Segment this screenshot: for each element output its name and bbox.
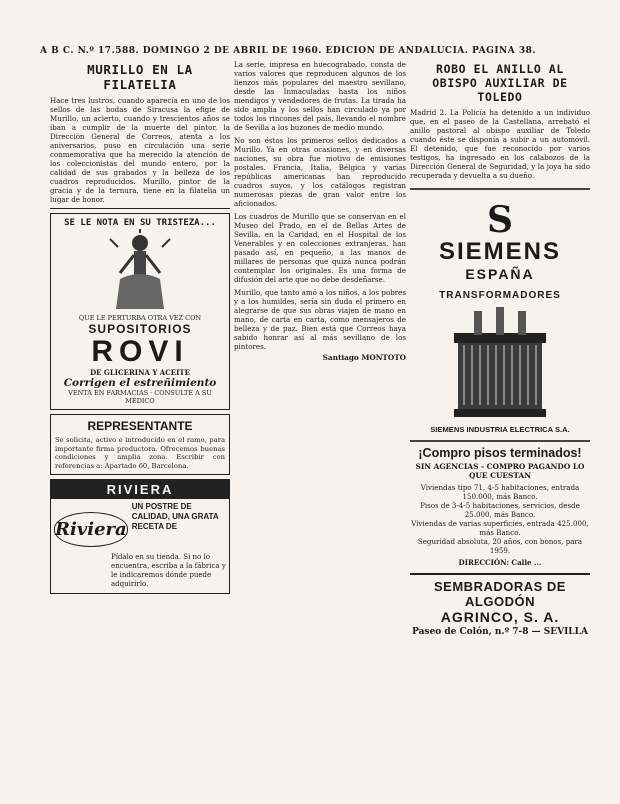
masthead: A B C. N.º 17.588. DOMINGO 2 DE ABRIL DE 1960. EDICION DE ANDALUCIA. PAGINA 38. [40, 46, 537, 56]
riviera-band: RIVIERA [51, 480, 229, 499]
transformer-icon [440, 305, 560, 421]
riviera-note: Pídalo en su tienda. Si no lo encuentra, escriba a la fábrica y le indicaremos dónde puede adquirirlo. [111, 553, 226, 589]
compro-line: Pisos de 3-4-5 habitaciones, servicios, desde 25.000, más Banco. [420, 501, 580, 519]
ad-representante [50, 414, 230, 475]
rovi-slogan: Corrigen el estreñimiento [63, 377, 217, 389]
compro-line: Seguridad absoluta, 20 años, con bonos, para 1959. [417, 537, 583, 555]
representante-title: REPRESENTANTE [87, 419, 193, 433]
article-murillo-title: MURILLO EN LA FILATELIA [87, 62, 193, 92]
riviera-logo: Riviera [54, 512, 128, 547]
siemens-product: TRANSFORMADORES [439, 290, 561, 301]
article-robo-title: ROBO EL ANILLO AL OBISPO AUXILIAR DE TOLEDO [432, 62, 568, 104]
column-left [50, 60, 230, 800]
article-murillo-p5: Murillo, que tanto amó a los niños, a los pobres y a los humildes, sería sin duda el primero en alegrarse de que sus obras viajen de mano en mano, de carta en carta, como mensajeros de belleza y de paz. Bien está que Correos haya sabido honrar así al más sevillano de los pintores. [234, 288, 406, 351]
riviera-tagline: UN POSTRE DE CALIDAD, UNA GRATA RECETA DE [131, 502, 219, 532]
ad-compro [410, 446, 590, 567]
rovi-footer: VENTA EN FARMACIAS · CONSULTE A SU MÉDICO [68, 389, 212, 405]
ad-rovi [50, 213, 230, 410]
compro-line: Viviendas de varias superficies, entrada 425.000, más Banco. [411, 519, 589, 537]
article-murillo-p4: Los cuadros de Murillo que se conservan en el Museo del Prado, en el de Bellas Artes de Sevilla, en la Caridad, en el Hospital de los Venerables y en colecciones extranjeras, han pasado así, en pequeño, a las manos de millares de personas que quizá nunca podrán contemplar los originales. Es una forma de difusión del arte que no debe desdeñarse. [234, 212, 406, 284]
article-murillo-signature: Santiago MONTOTO [322, 353, 406, 362]
article-murillo-p2: La serie, impresa en huecograbado, consta de varios valores que reproducen algunos de los lienzos más populares del maestro sevillano, desde las Inmaculadas hasta los niños mendigos y vendedores de frutas. La tirada ha sido amplia y los sellos han circulado ya por todos los rincones del país, llevando el nombre de Sevilla a los buzones de medio mundo. [234, 60, 406, 132]
column-right [410, 60, 590, 800]
rovi-headline: SE LE NOTA EN SU TRISTEZA... [64, 218, 216, 228]
rovi-small-text: QUE LE PERTURBA OTRA VEZ CON [78, 314, 202, 322]
representante-body: Se solicita, activo e introducido en el ramo, para importante firma productora. Ofrecemos buenas condiciones y amplia zona. Escribir con referencias a: Apartado 60, Barcelona. [55, 436, 225, 470]
siemens-country: ESPAÑA [465, 266, 535, 282]
compro-subtitle: SIN AGENCIAS - COMPRO PAGANDO LO QUE CUESTAN [415, 462, 585, 480]
sad-figure-icon [90, 229, 190, 313]
siemens-logo-icon: S [487, 199, 513, 241]
compro-contact: DIRECCIÓN: Calle ... [458, 558, 542, 567]
rovi-brand: ROVI [91, 335, 189, 368]
ad-siemens [410, 188, 590, 442]
sembradoras-line-1: SEMBRADORAS DE ALGODÓN [434, 579, 566, 609]
riviera-content [51, 499, 229, 550]
article-murillo-p1: Hace tres lustros, cuando aparecía en uno de los sellos de las bodas de Siracusa la efigie de Murillo, un acierto, cuando y trescientos años se iban a cumplir de la muerte del pintor, la Dirección General de Correos, atenta a los aniversarios, puso en circulación una serie conmemorativa que ha merecido la atención de los coleccionistas del mundo entero, por la calidad de sus grabados y la belleza de los cuadros reproducidos. Murillo, pintor de la gracia y de la ternura, tiene en la filatelia un lugar de honor. [50, 96, 230, 204]
sembradoras-address: Paseo de Colón, n.º 7-8 — SEVILLA [412, 627, 588, 637]
rovi-ingredients: DE GLICERINA Y ACEITE [90, 368, 190, 377]
article-murillo-p3: No son éstos los primeros sellos dedicados a Murillo. Ya en otras ocasiones, y en diversas naciones, su obra fue motivo de emisiones postales. Francia, Italia, Bélgica y varias repúblicas americanas han reproducido cuadros suyos, y los catálogos registran numerosas piezas de gran valor entre los aficionados. [234, 136, 406, 208]
compro-line: Viviendas tipo 71, 4-5 habitaciones, entrada 150.000, más Banco. [420, 483, 580, 501]
rovi-product-type: SUPOSITORIOS [88, 322, 192, 336]
sembradoras-line-2: AGRINCO, S. A. [440, 609, 560, 625]
siemens-footer: SIEMENS INDUSTRIA ELECTRICA S.A. [430, 425, 570, 434]
column-middle [234, 60, 406, 800]
rovi-illustration [55, 228, 225, 314]
ad-sembradoras [410, 573, 590, 637]
article-robo-body: Madrid 2. La Policía ha detenido a un individuo que, en el paseo de la Castellana, arrebató el anillo pastoral al obispo auxiliar de Toledo cuando éste se disponía a subir a un automóvil. El detenido, que fue reconocido por varios testigos, ha ingresado en los calabozos de la Dirección General de Seguridad, y la joya ha sido recuperada y devuelta a su dueño. [410, 108, 590, 180]
ad-riviera [50, 479, 230, 594]
transformer-illustration [410, 303, 590, 423]
siemens-brand: SIEMENS [438, 238, 562, 265]
divider [50, 208, 230, 209]
compro-title: ¡Compro pisos terminados! [418, 446, 582, 460]
